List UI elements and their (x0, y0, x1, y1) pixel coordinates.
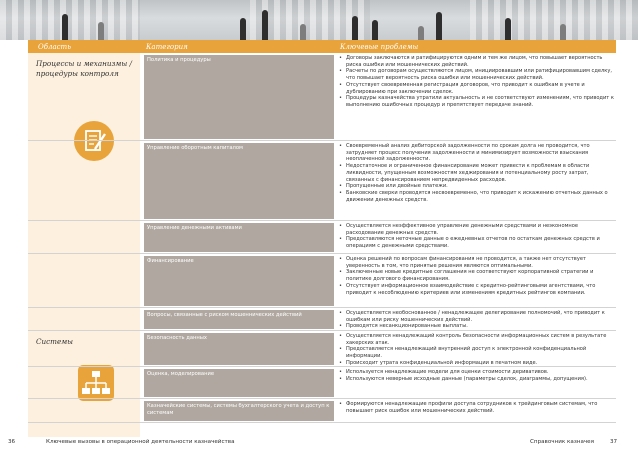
header-photo-banner (0, 0, 638, 40)
table-row (28, 254, 616, 308)
issue-item: • Процедуры казначейства утратили актуальность и не соответствуют изменениям, что приводит к выполнению ошибочных процедур и препятствует передаче знаний. (338, 95, 616, 108)
table-row (28, 53, 616, 141)
table-row (28, 399, 616, 423)
issue-item: • Проводятся несанкционированные выплаты. (338, 323, 616, 330)
issue-item: • Оценка решений по вопросам финансирования не проводится, а также нет отсутствует уверенность в том, что принятые решения являются оптимальными. (338, 256, 616, 269)
category-cell: Оценка, моделирование (144, 369, 334, 397)
issue-item: • Своевременный анализ дебиторской задолженности по срокам долга не проводится, что затрудняет процесс получения задолженности и минимизирует возможности взыскания неоплаченной задолженности. (338, 143, 616, 163)
issues-cell (338, 143, 616, 203)
right-running-title: Справочник казначея (530, 439, 594, 445)
table-row (28, 221, 616, 254)
left-page-number: 36 (8, 439, 16, 445)
issues-cell (338, 55, 616, 109)
issue-item: • Банковские сверки проводятся несвоевременно, что приводит к искажению отчетных данных о движении денежных средств. (338, 190, 616, 203)
issue-item: • Заключенные новые кредитные соглашения не соответствуют корпоративной стратегии и политике долгового финансирования. (338, 269, 616, 282)
issues-cell (338, 369, 616, 382)
issue-item: • Отсутствует своевременная регистрация договоров, что приводит к ошибкам в учете и дублированию при заключении сделок. (338, 82, 616, 95)
table-row (28, 367, 616, 399)
right-page-number: 37 (610, 439, 618, 445)
section-processes (28, 53, 616, 331)
issue-item: • Предоставляются неточные данные о ежедневных отчетов по остаткам денежных средств и операциям с денежными средствами. (338, 236, 616, 249)
issues-cell (338, 223, 616, 250)
issue-item: • Осуществляется ненадлежащий контроль безопасности информационных систем в результате хакерских атак. (338, 333, 616, 346)
key-issues-table (28, 40, 616, 437)
table-row (28, 308, 616, 331)
issue-item: • Пропущенные или двойные платежи. (338, 183, 616, 190)
issues-cell (338, 256, 616, 296)
table-header-row (28, 40, 616, 53)
left-running-title: Ключевые вызовы в операционной деятельности казначейства (46, 439, 235, 445)
header-issues: Ключевые проблемы (340, 42, 419, 51)
table-row (28, 141, 616, 221)
issue-item: • Используется ненадлежащие модели для оценки стоимости деривативов. (338, 369, 616, 376)
table-row (28, 331, 616, 367)
issues-cell (338, 310, 616, 330)
issue-item: • Формируются ненадлежащие профили доступа сотрудников к трейдинговым системам, что повышает риск ошибок или мошеннических действий. (338, 401, 616, 414)
category-cell: Управление денежными активами (144, 223, 334, 252)
issue-item: • Осуществляется необоснованное / ненадлежащее делегирование полномочий, что приводит к ошибкам или риску мошеннических действий. (338, 310, 616, 323)
issue-item: • Отсутствует информационное взаимодействие с кредитно-рейтинговыми агентствами, что приводит к несоблюдению критериев или изменениям кредитных рейтингов компании. (338, 283, 616, 296)
issue-item: • Используются неверные исходные данные (параметры сделок, диаграммы, допущения). (338, 376, 616, 383)
issue-item: • Недостаточное и ограниченное финансирование может привести к проблемам в области ликвидности, упущенным возможностям хеджирования и потенциальному росту затрат, связанных с финансированием непредвиденных расходов. (338, 163, 616, 183)
issue-item: • Договоры заключаются и ратифицируются одним и тем же лицом, что повышает вероятность риска ошибки или мошеннических действий. (338, 55, 616, 68)
category-cell: Политика и процедуры (144, 55, 334, 139)
header-area: Область (38, 42, 72, 51)
page-footer (0, 437, 638, 449)
category-cell: Безопасность данных (144, 333, 334, 365)
section-area-label: Процессы и механизмы / процедуры контроля (36, 59, 132, 78)
issue-item: • Осуществляется неэффективное управление денежными средствами и неэкономное расходование денежных средств. (338, 223, 616, 236)
category-cell: Казначейские системы, системы бухгалтерского учета и доступ к системам (144, 401, 334, 421)
category-cell: Финансирование (144, 256, 334, 306)
issue-item: • Предоставляется ненадлежащий внутренний доступ к электронной конфиденциальной информации. (338, 346, 616, 359)
section-systems (28, 331, 616, 437)
section-area-label: Системы (36, 337, 74, 346)
issue-item: • Происходит утрата конфиденциальной информации в печатном виде. (338, 360, 616, 367)
category-cell: Вопросы, связанные с риском мошеннических действий (144, 310, 334, 329)
issues-cell (338, 333, 616, 367)
header-category: Категория (146, 42, 188, 51)
category-cell: Управление оборотным капиталом (144, 143, 334, 219)
issue-item: • Расчеты по договорам осуществляются лицом, инициировавшим или ратифицировавшим сделку, что повышает вероятность риска ошибки или мошеннических действий. (338, 68, 616, 81)
issues-cell (338, 401, 616, 414)
